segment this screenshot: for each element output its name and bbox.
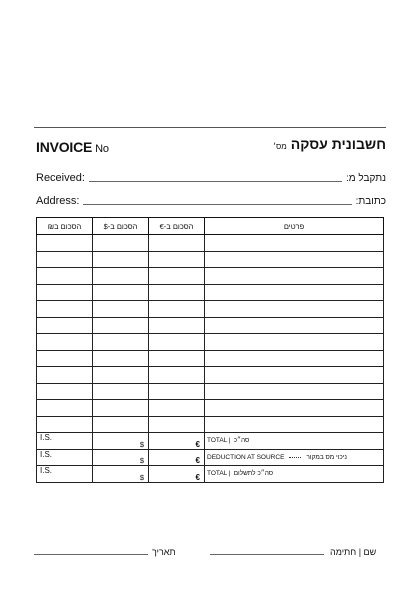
table-row: [37, 301, 384, 318]
ils-cell[interactable]: [37, 350, 93, 367]
deduction-label-he: ניכוי מס במקור: [306, 453, 347, 461]
total-payment-row: [37, 466, 384, 483]
deduction-percent-blank[interactable]: [289, 457, 301, 458]
details-cell[interactable]: [205, 284, 384, 301]
details-cell[interactable]: [205, 251, 384, 268]
ils-cell[interactable]: [37, 284, 93, 301]
total-label-en: TOTAL |: [207, 437, 231, 445]
table-row: [37, 268, 384, 285]
received-label-he: נתקבל מ:: [345, 173, 386, 184]
total-eur-cell[interactable]: [149, 433, 205, 450]
address-label-he: כתובת:: [355, 196, 386, 207]
table-row: [37, 251, 384, 268]
eur-cell[interactable]: [149, 383, 205, 400]
top-divider: [34, 127, 386, 128]
total-row: [37, 433, 384, 450]
usd-cell[interactable]: [93, 383, 149, 400]
euro-symbol: €: [195, 456, 200, 465]
ils-cell[interactable]: [37, 301, 93, 318]
eur-cell[interactable]: [149, 350, 205, 367]
eur-cell[interactable]: [149, 284, 205, 301]
details-cell[interactable]: [205, 235, 384, 252]
table-row: [37, 284, 384, 301]
details-cell[interactable]: [205, 268, 384, 285]
payment-ils-cell[interactable]: I.S.: [37, 466, 93, 483]
payment-eur-cell[interactable]: [149, 466, 205, 483]
signature-field[interactable]: [210, 543, 376, 557]
usd-cell[interactable]: [93, 235, 149, 252]
col-header-eur: הסכום ב-€: [149, 218, 205, 235]
ils-cell[interactable]: [37, 317, 93, 334]
deduction-eur-cell[interactable]: [149, 449, 205, 466]
table-body: [37, 235, 384, 433]
euro-symbol: €: [195, 439, 200, 449]
col-header-ils: הסכום ב₪: [37, 218, 93, 235]
total-label-cell: [205, 433, 384, 450]
address-field[interactable]: [36, 193, 386, 207]
euro-symbol: €: [195, 472, 200, 482]
totals-body: [37, 433, 384, 483]
table-row: [37, 400, 384, 417]
table-row: [37, 334, 384, 351]
details-cell[interactable]: [205, 350, 384, 367]
signature-label: שם | חתימה: [330, 547, 377, 557]
details-cell[interactable]: [205, 367, 384, 384]
details-cell[interactable]: [205, 301, 384, 318]
usd-cell[interactable]: [93, 268, 149, 285]
deduction-label-cell: [205, 449, 384, 466]
ils-cell[interactable]: [37, 268, 93, 285]
invoice-title: [36, 139, 109, 155]
payment-label-en: TOTAL |: [207, 470, 231, 478]
details-cell[interactable]: [205, 317, 384, 334]
invoice-no-label: No: [95, 143, 109, 155]
table-row: [37, 235, 384, 252]
eur-cell[interactable]: [149, 251, 205, 268]
received-label-en: Received:: [36, 172, 85, 184]
usd-cell[interactable]: [93, 400, 149, 417]
received-field[interactable]: [36, 170, 386, 184]
table-row: [37, 367, 384, 384]
details-cell[interactable]: [205, 416, 384, 433]
ils-cell[interactable]: [37, 367, 93, 384]
deduction-usd-cell[interactable]: $: [93, 449, 149, 466]
details-cell[interactable]: [205, 383, 384, 400]
eur-cell[interactable]: [149, 334, 205, 351]
date-field[interactable]: [34, 543, 176, 557]
ils-cell[interactable]: [37, 235, 93, 252]
table-row: [37, 350, 384, 367]
total-label-he: סה״כ: [233, 437, 250, 445]
eur-cell[interactable]: [149, 235, 205, 252]
invoice-label: INVOICE: [36, 139, 93, 155]
eur-cell[interactable]: [149, 301, 205, 318]
ils-cell[interactable]: [37, 334, 93, 351]
col-header-details: פרטים: [205, 218, 384, 235]
usd-cell[interactable]: [93, 350, 149, 367]
details-cell[interactable]: [205, 400, 384, 417]
table-row: [37, 317, 384, 334]
eur-cell[interactable]: [149, 317, 205, 334]
usd-cell[interactable]: [93, 367, 149, 384]
received-line[interactable]: [89, 181, 342, 182]
deduction-ils-cell[interactable]: I.S.: [37, 449, 93, 466]
eur-cell[interactable]: [149, 268, 205, 285]
table-header-row: [37, 218, 384, 235]
usd-cell[interactable]: [93, 334, 149, 351]
deduction-row: [37, 449, 384, 466]
usd-cell[interactable]: [93, 416, 149, 433]
usd-cell[interactable]: [93, 301, 149, 318]
eur-cell[interactable]: [149, 367, 205, 384]
table-row: [37, 416, 384, 433]
table-row: [37, 383, 384, 400]
details-cell[interactable]: [205, 334, 384, 351]
address-line[interactable]: [83, 204, 351, 205]
eur-cell[interactable]: [149, 400, 205, 417]
ils-cell[interactable]: [37, 251, 93, 268]
eur-cell[interactable]: [149, 416, 205, 433]
hebrew-title-text: חשבונית עסקה: [290, 136, 386, 152]
signature-line[interactable]: [210, 554, 324, 555]
col-header-usd: הסכום ב-$: [93, 218, 149, 235]
payment-label-he: סה״כ לתשלום: [233, 470, 274, 478]
hebrew-number-label: מס׳: [272, 142, 287, 151]
ils-cell[interactable]: [37, 400, 93, 417]
date-line[interactable]: [34, 554, 148, 555]
invoice-table: [36, 217, 384, 483]
payment-label-cell: [205, 466, 384, 483]
date-label: תאריך: [152, 547, 176, 557]
usd-cell[interactable]: [93, 251, 149, 268]
ils-cell[interactable]: [37, 416, 93, 433]
address-label-en: Address:: [36, 195, 80, 207]
hebrew-invoice-title: [273, 136, 386, 152]
total-ils-cell[interactable]: I.S.: [37, 433, 93, 450]
usd-cell[interactable]: [93, 284, 149, 301]
payment-usd-cell[interactable]: $: [93, 466, 149, 483]
deduction-label-en: DEDUCTION AT SOURCE: [207, 453, 285, 461]
total-usd-cell[interactable]: $: [93, 433, 149, 450]
usd-cell[interactable]: [93, 317, 149, 334]
ils-cell[interactable]: [37, 383, 93, 400]
